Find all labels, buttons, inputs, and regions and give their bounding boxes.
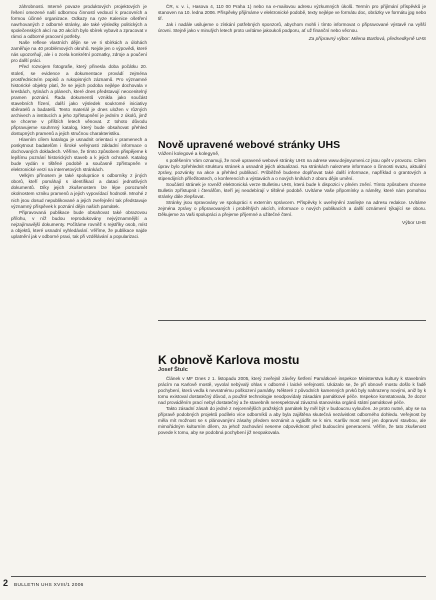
article-web-paragraph: Stránky jsou spravovány ve spolupráci s externím správcem. Příspěvky k uveřejnění zasílejte na adresu redakce. Uvítáme zejména zprávy o připravovaných i proběhlých akcích, informace o nových publikacích a další oznámení týkající se oboru. Děkujeme za Vaši spolupráci a přejeme příjemné a užitečné čtení. — [158, 200, 426, 218]
left-paragraph: Naše reflexe vlastních dějin se ve Ii sbírkách a úlohách zaměřuje na 40 problémových okruhů. Nejde jen o výpovědi, které nás upozorňují, ale i o zcela konkrétní poznatky, zdroje a poučení pro další práci. — [11, 40, 147, 64]
article-web-salutation: Vážení kolegové a kolegyně, — [158, 152, 220, 158]
left-column — [11, 4, 147, 240]
right-column — [158, 4, 426, 586]
intro-signature: Za přípravný výbor: Milena Bartlová, předsedkyně UHS — [308, 37, 426, 43]
article-title-web: Nově upravené webové stránky UHS — [158, 140, 341, 151]
intro-paragraph: Jak i nadále usilujeme o získání potřebných sponzorů, abychom mohli i tímto informovat o připravované výstavě na vyšší úrovni. Stejně jako v minulých letech proto uvítáme jakoukoli podporu, ať už finanční nebo věcnou. — [158, 22, 426, 34]
page-footer — [3, 578, 84, 588]
article-bridge-section — [158, 354, 426, 586]
section-divider — [158, 320, 426, 321]
footer-divider — [11, 576, 426, 577]
page-number: 2 — [3, 578, 9, 588]
article-web-paragraph: Součástí stránek je rovněž elektronická verze Bulletinu UHS, která bude k dispozici v plném znění. Tímto způsobem chceme Bulletin zpřístupnit i čtenářům, kteří jej neodebírají v tištěné podobě. Uvítáme Vaše připomínky a náměty, které nám pomohou stránky dále zlepšovat. — [158, 182, 426, 200]
left-paragraph: Hlavním cílem katalogu je usnadnit orientaci v pramenech a poskytnout badatelům i široké veřejnosti základní informace o dochovaných dokladech. Věříme, že tímto způsobem přispějeme k lepšímu poznání historických staveb a k jejich ochraně. Katalog bude vydán v tištěné podobě a současně zpřístupněn v elektronické verzi na internetových stránkách. — [11, 137, 147, 173]
article-web-section — [158, 140, 426, 348]
article-title-bridge: K obnově Karlova mostu — [158, 354, 300, 367]
intro-section — [158, 4, 426, 128]
article-web-paragraph: s potěšením Vám oznamuji, že nově upravené webové stránky UHS na adrese www.dejinyumeni.cz jsou opět v provozu. Cílem úprav bylo zpřehlednit strukturu stránek a usnadnit jejich aktualizaci. Na stránkách naleznete informace o činnosti svazu, aktuální zprávy, pozvánky na akce a přehled publikací. Průběžně budeme doplňovat také další informace, například o grantových a stipendijních příležitostech, o konferencích a výstavách a o nových knihách z oboru dějin umění. — [158, 158, 426, 182]
left-paragraph: Připravovaná publikace bude obsahovat také obrazovou přílohu, v níž budou reprodukovány nejvýznamnější a nejzajímavější dokumenty. Počítáme rovněž s rejstříky osob, míst a objektů, které usnadní vyhledávání. Věříme, že publikace najde uplatnění jak v odborné praxi, tak při vzdělávání a popularizaci. — [11, 209, 147, 239]
article-bridge-paragraph: Takto zásadní zásah do jedné z nejcennějších pražských památek by měl být v budoucnu vyloučen. Je proto nutné, aby se na přípravě podobných projektů podílelo více odborníků a aby byla zajištěna skutečná nezávislost odborného dohledu. Veřejnost by měla mít možnost se s plánovanými zásahy předem seznámit a vyjádřit se k nim. Karlův most není jen dopravní stavbou, ale mimořádným kulturním dílem, za jehož zachování neseme odpovědnost před budoucími generacemi. Věřím, že tato zkušenost povede k tomu, aby se podobná pochybení již neopakovala. — [158, 405, 426, 436]
article-bridge-author: Josef Štulc — [158, 366, 188, 373]
publication-title: BULLETIN UHS XVIII/1 2006 — [14, 583, 84, 588]
left-paragraph: Před rozvojem fotografie, který přinesla doba počátku 20. století, se evidence a dokumentace provádí zejména prostřednictvím popisů a rukopisných záznamů. Pro významné historické objekty platí, že se jejich podoba nejlépe dochovala v kresbách, rytinách a plánech, které dnes představují neocenitelný pramen poznání. Řada dokumentů vznikla jako součást stavebních řízení, další jako výsledek soukromé iniciativy sběratelů a badatelů. Tento materiál je dnes uložen v různých archivech a institucích a jeho zpřístupnění je jedním z úkolů, jimž se chceme v příštích letech věnovat. Z tohoto důvodu připravujeme souhrnný katalog, který bude obsahovat přehled dostupných pramenů a jejich stručnou charakteristiku. — [11, 64, 147, 136]
left-paragraph: Velkým přínosem je také spolupráce s odborníky z jiných oborů, kteří pomáhají s identifikací a dataci jednotlivých dokumentů. Díky jejich zkušenostem lze lépe porozumět okolnostem vzniku pramenů a jejich vypovídací hodnotě. Mnohé z nich jsou dosud nepublikované a jejich zveřejnění tak představuje významný příspěvek k poznání dějin našich památek. — [11, 173, 147, 209]
article-web-signature: Výbor UHS — [402, 220, 426, 226]
intro-paragraph: ČR, v. v. i., Hasova 4, 110 00 Praha 1) nebo na e-mailovou adresu výzkumných úkolů. Termín pro přijímání příspěvků je stanoven na 10. ledna 2006. Příspěvky přijímáme v elektronické podobě, texty nejlépe ve formátu doc, obrázky ve formátu jpg nebo tif. — [158, 4, 426, 22]
article-bridge-paragraph: Článek v MF Dnes z 1. listopadu 2005, který zveřejnil závěry šetření Památkové inspekce Ministerstva kultury k stavebním prácím na Karlově mostě, vyvolal nebývalý ohlas v odborné i laické veřejnosti. Ukázalo se, že při obnově mostu došlo k řadě pochybení, která vedla k nevratnému poškození památky. Některé z původních kamenných prvků byly nahrazeny novými, aniž by k tomu existoval dostatečný důvod, a použité technologie neodpovídaly zásadám památkové péče. Inspekce konstatovala, že dozor nad prováděním prací nebyl dostatečný a že stavebník nerespektoval závazná stanoviska orgánů státní památkové péče. — [158, 375, 426, 405]
left-paragraph: záhrobnosti. Interné povaze produktových projektových je řešení omezené naší odbornou činností vedoucí k pracovních a formou účinné organizace. Odkazy na ryze Kalenice ošetření navrhovaných z odborné stránky, ale také výsledky politických a společenských akcí na 20 akcích bylo sbírek vybavit a zpracovat v rámci a odborné pracovní potřeby. — [11, 4, 147, 40]
